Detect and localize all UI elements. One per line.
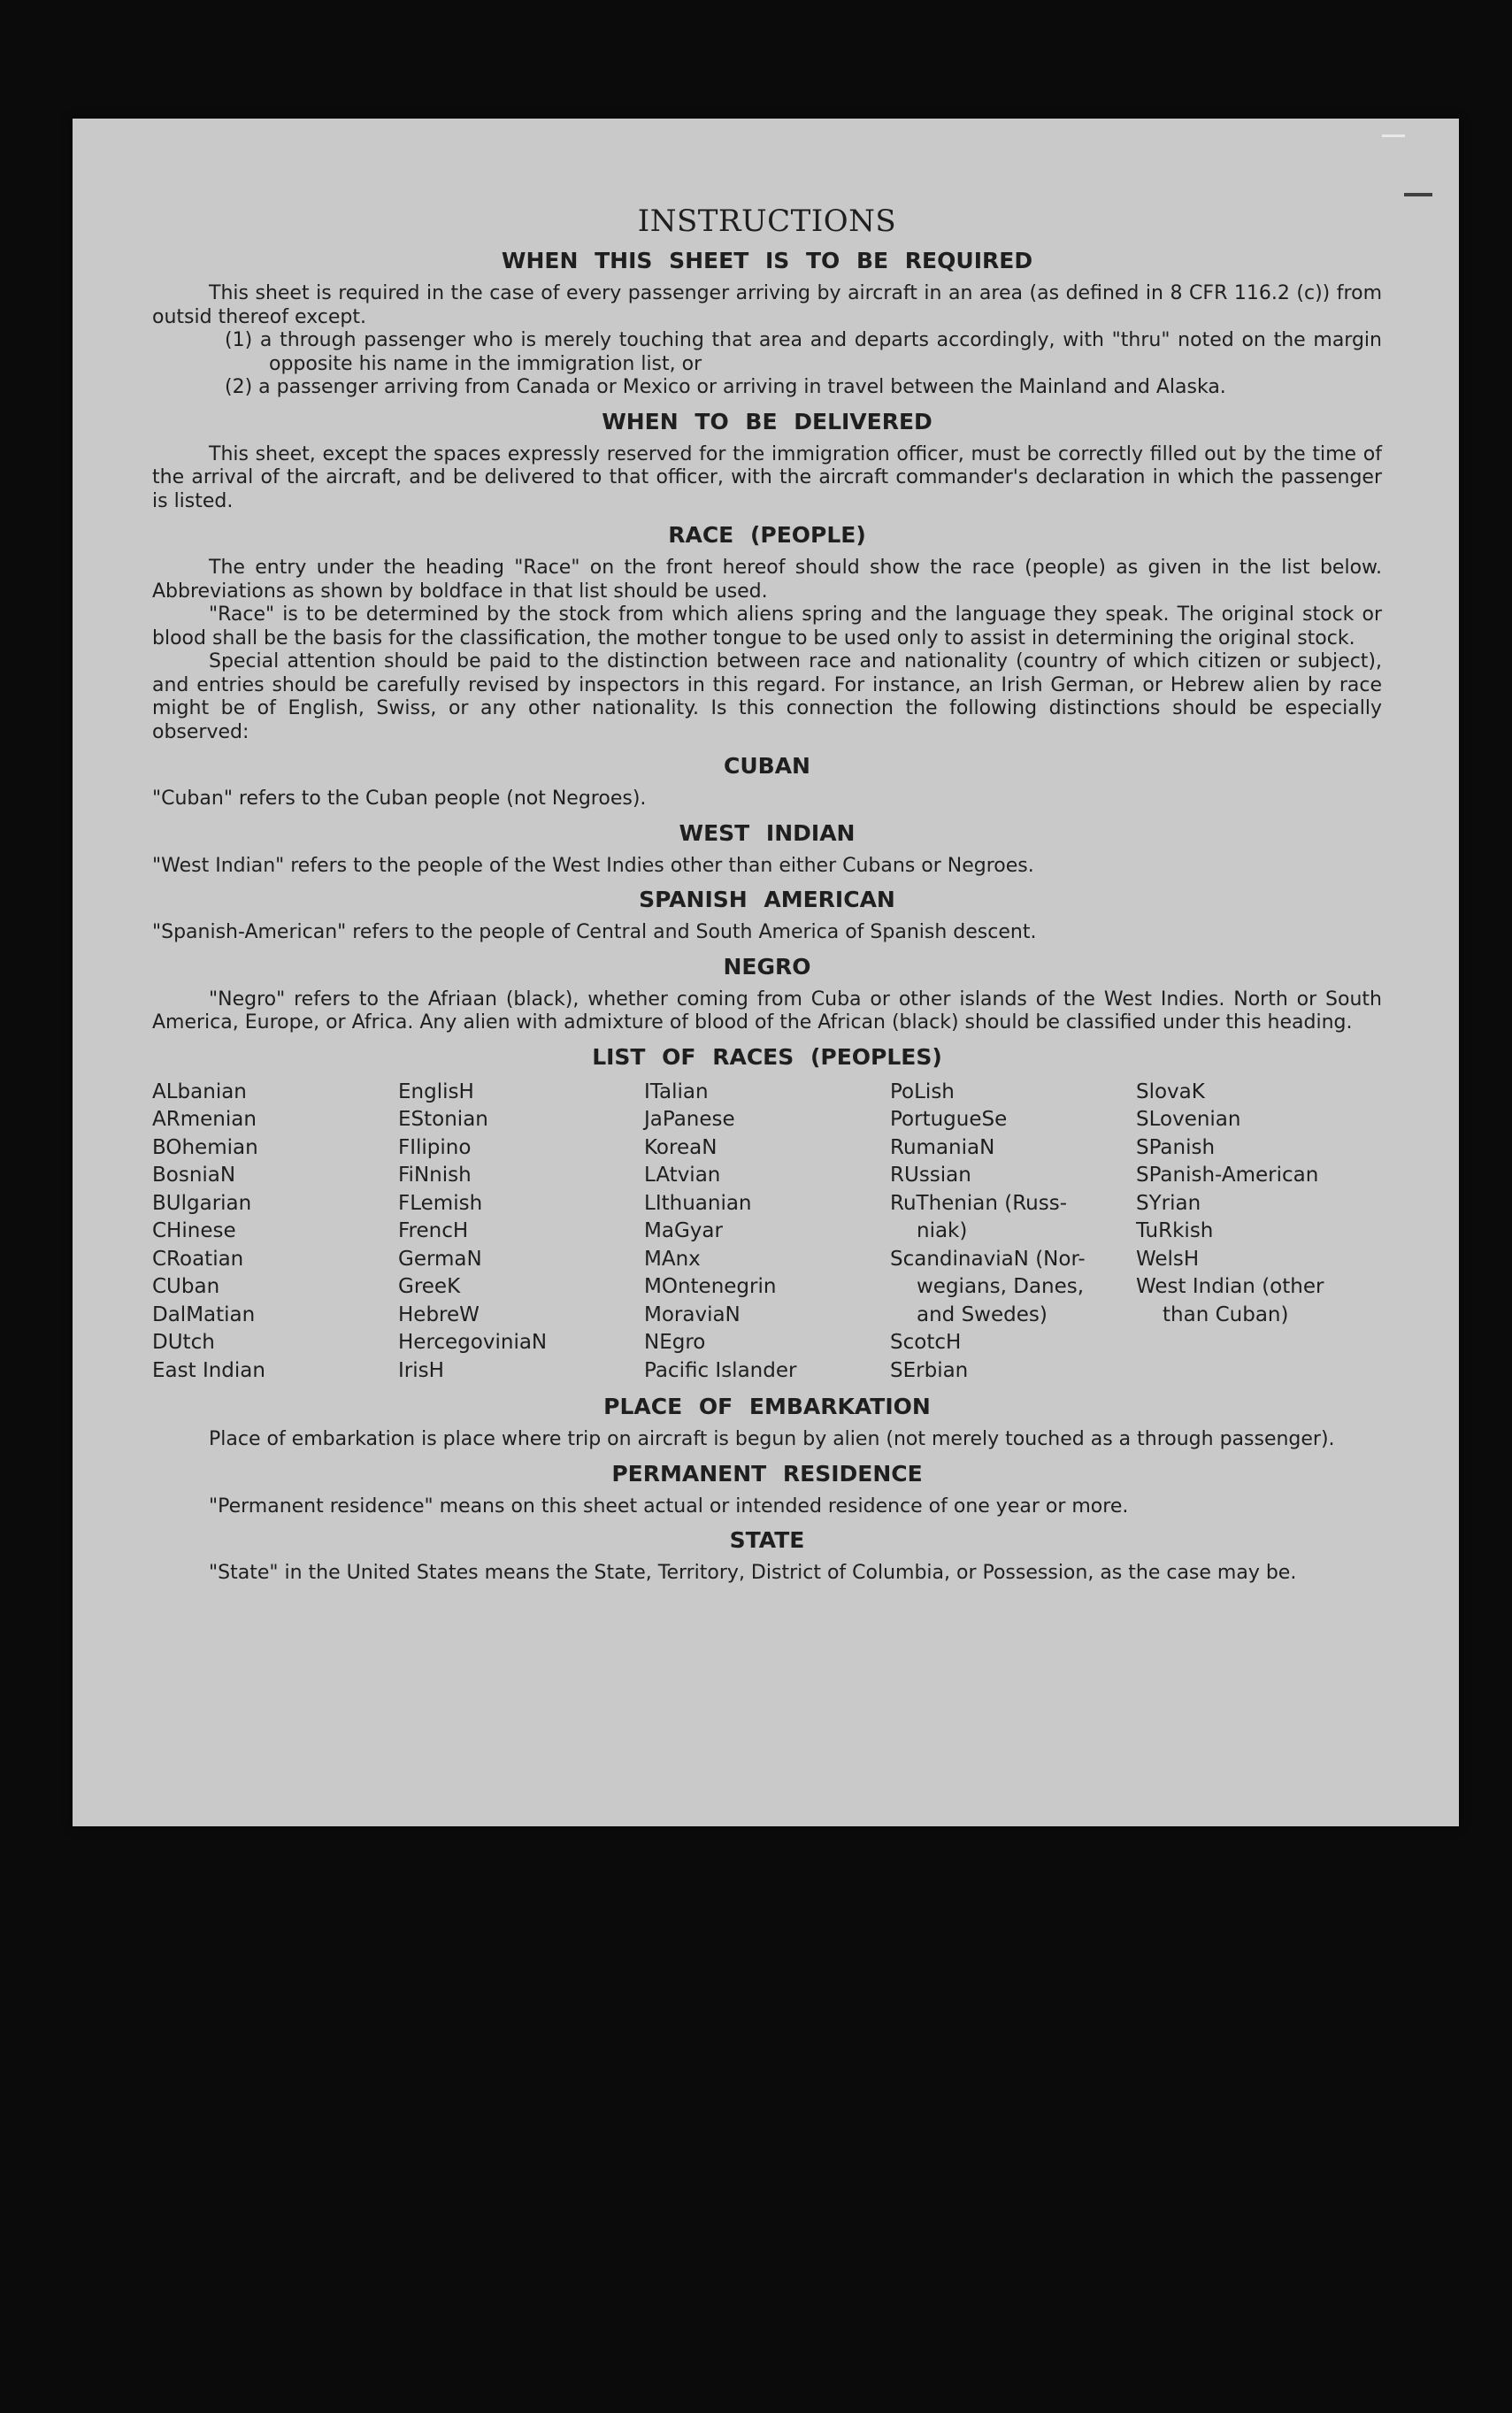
race-item: ALbanian [152,1080,247,1103]
race-item: IrisH [398,1358,444,1382]
race-item: SlovaK [1136,1080,1205,1103]
scan-speck [1404,193,1432,196]
race-item: LIthuanian [644,1191,752,1215]
race-item: PoLish [890,1080,955,1103]
race-item: Pacific Islander [644,1358,797,1382]
race-item: FiNnish [398,1164,472,1187]
race-item-continued: wegians, Danes, [917,1275,1085,1298]
paragraph-race-2: "Race" is to be determined by the stock from which aliens spring and the language they speak. The original stock or blood shall be the basis for the classification, the mother tongue to be used only to assist in determining the original stock. [152,603,1382,649]
paragraph-race-3: Special attention should be paid to the distinction between race and nationality (country of which citizen or subject), and entries should be carefully revised by inspectors in this regard. For instance, an Irish German, or Hebrew alien by race might be of English, Swiss, or any other nationality. Is this connection the following distinctions should be especially observed: [152,650,1382,743]
race-item: EStonian [398,1108,488,1131]
heading-spanish-american: SPANISH AMERICAN [639,887,895,912]
list-item-exception-1: (1) a through passenger who is merely touching that area and departs accordingly, with "thru" noted on the margin opposite his name in the immigration list, or [225,329,1382,375]
paragraph-state: "State" in the United States means the State, Territory, District of Columbia, or Possession, as the case may be. [209,1562,1297,1584]
race-item: PortugueSe [890,1108,1008,1131]
race-item: RuThenian (Russ- [890,1191,1068,1215]
race-item: DalMatian [152,1303,256,1326]
race-item: NEgro [644,1331,706,1354]
race-item: ScotcH [890,1331,962,1354]
race-item: TuRkish [1136,1219,1214,1242]
race-item: BosniaN [152,1164,236,1187]
races-column-5 [1136,1079,1382,1386]
races-list [152,1079,1382,1386]
paragraph-cuban: "Cuban" refers to the Cuban people (not Negroes). [152,788,647,810]
races-column-1 [152,1079,398,1386]
race-item: MAnx [644,1247,701,1271]
race-item: CRoatian [152,1247,244,1271]
heading-race: RACE (PEOPLE) [668,522,866,548]
race-item: DUtch [152,1331,215,1354]
race-item: WelsH [1136,1247,1200,1271]
race-item: GermaN [398,1247,482,1271]
race-item: FLemish [398,1191,483,1215]
race-item: FrencH [398,1219,469,1242]
paragraph-negro: "Negro" refers to the Afriaan (black), whether coming from Cuba or other islands of the West Indies. North or South America, Europe, or Africa. Any alien with admixture of blood of the African (black) should be classified under this heading. [152,987,1382,1034]
heading-negro: NEGRO [723,953,811,980]
races-column-4 [890,1079,1136,1386]
page-title: INSTRUCTIONS [637,204,897,239]
race-item: KoreaN [644,1135,718,1159]
race-item: CHinese [152,1219,236,1242]
race-item: CUban [152,1275,220,1298]
paragraph-west-indian: "West Indian" refers to the people of the West Indies other than either Cubans or Negroes. [152,854,1034,877]
list-item-exception-2: (2) a passenger arriving from Canada or Mexico or arriving in travel between the Mainland and Alaska. [225,376,1226,398]
race-item: ITalian [644,1080,709,1103]
race-item-continued: niak) [917,1219,968,1242]
races-column-2 [398,1079,644,1386]
heading-cuban: CUBAN [724,753,810,779]
race-item-continued: and Swedes) [917,1303,1048,1326]
race-item: SYrian [1136,1191,1201,1215]
heading-west-indian: WEST INDIAN [679,819,856,846]
race-item: MaGyar [644,1219,723,1242]
race-item: EnglisH [398,1080,474,1103]
race-item: MoraviaN [644,1303,741,1326]
races-column-3 [644,1079,890,1386]
race-item: SPanish [1136,1135,1216,1159]
heading-embarkation: PLACE OF EMBARKATION [603,1394,931,1419]
race-item-continued: than Cuban) [1163,1303,1289,1326]
race-item: MOntenegrin [644,1275,777,1298]
heading-permanent-residence: PERMANENT RESIDENCE [611,1460,923,1487]
instructions-content [152,204,1382,1586]
race-item: GreeK [398,1275,461,1298]
heading-list-of-races: LIST OF RACES (PEOPLES) [592,1043,942,1070]
paragraph-when-required: This sheet is required in the case of every passenger arriving by aircraft in an area (as defined in 8 CFR 116.2 (c)) from outsid thereof except. [152,282,1382,328]
race-item: HercegoviniaN [398,1331,548,1354]
heading-when-delivered: WHEN TO BE DELIVERED [602,408,933,434]
race-item: SPanish-American [1136,1164,1319,1187]
paragraph-when-delivered: This sheet, except the spaces expressly reserved for the immigration officer, must be correctly filled out by the time of the arrival of the aircraft, and be delivered to that officer, with the aircraft commander's declaration in which the passenger is listed. [152,442,1382,512]
race-item: HebreW [398,1303,480,1326]
race-item: ScandinaviaN (Nor- [890,1247,1086,1271]
race-item: JaPanese [644,1108,735,1131]
race-item: ARmenian [152,1108,257,1131]
race-item: BUlgarian [152,1191,252,1215]
document-page [73,119,1459,1826]
race-item: LAtvian [644,1164,721,1187]
race-item: FIlipino [398,1135,472,1159]
paragraph-race-1: The entry under the heading "Race" on the front hereof should show the race (people) as given in the list below. Abbreviations as shown by boldface in that list should be used. [152,557,1382,603]
race-item: West Indian (other [1136,1275,1324,1298]
paragraph-spanish-american: "Spanish-American" refers to the people of Central and South America of Spanish descent. [152,921,1037,943]
paragraph-permanent-residence: "Permanent residence" means on this sheet actual or intended residence of one year or more. [209,1495,1129,1518]
scan-speck [1382,134,1405,137]
race-item: RumaniaN [890,1135,995,1159]
race-item: East Indian [152,1358,265,1382]
race-item: RUssian [890,1164,971,1187]
paragraph-embarkation: Place of embarkation is place where trip on aircraft is begun by alien (not merely touched as a through passenger). [209,1428,1335,1450]
race-item: SErbian [890,1358,969,1382]
race-item: SLovenian [1136,1108,1241,1131]
race-item: BOhemian [152,1135,258,1159]
heading-when-required: WHEN THIS SHEET IS TO BE REQUIRED [501,248,1033,273]
heading-state: STATE [729,1527,805,1553]
